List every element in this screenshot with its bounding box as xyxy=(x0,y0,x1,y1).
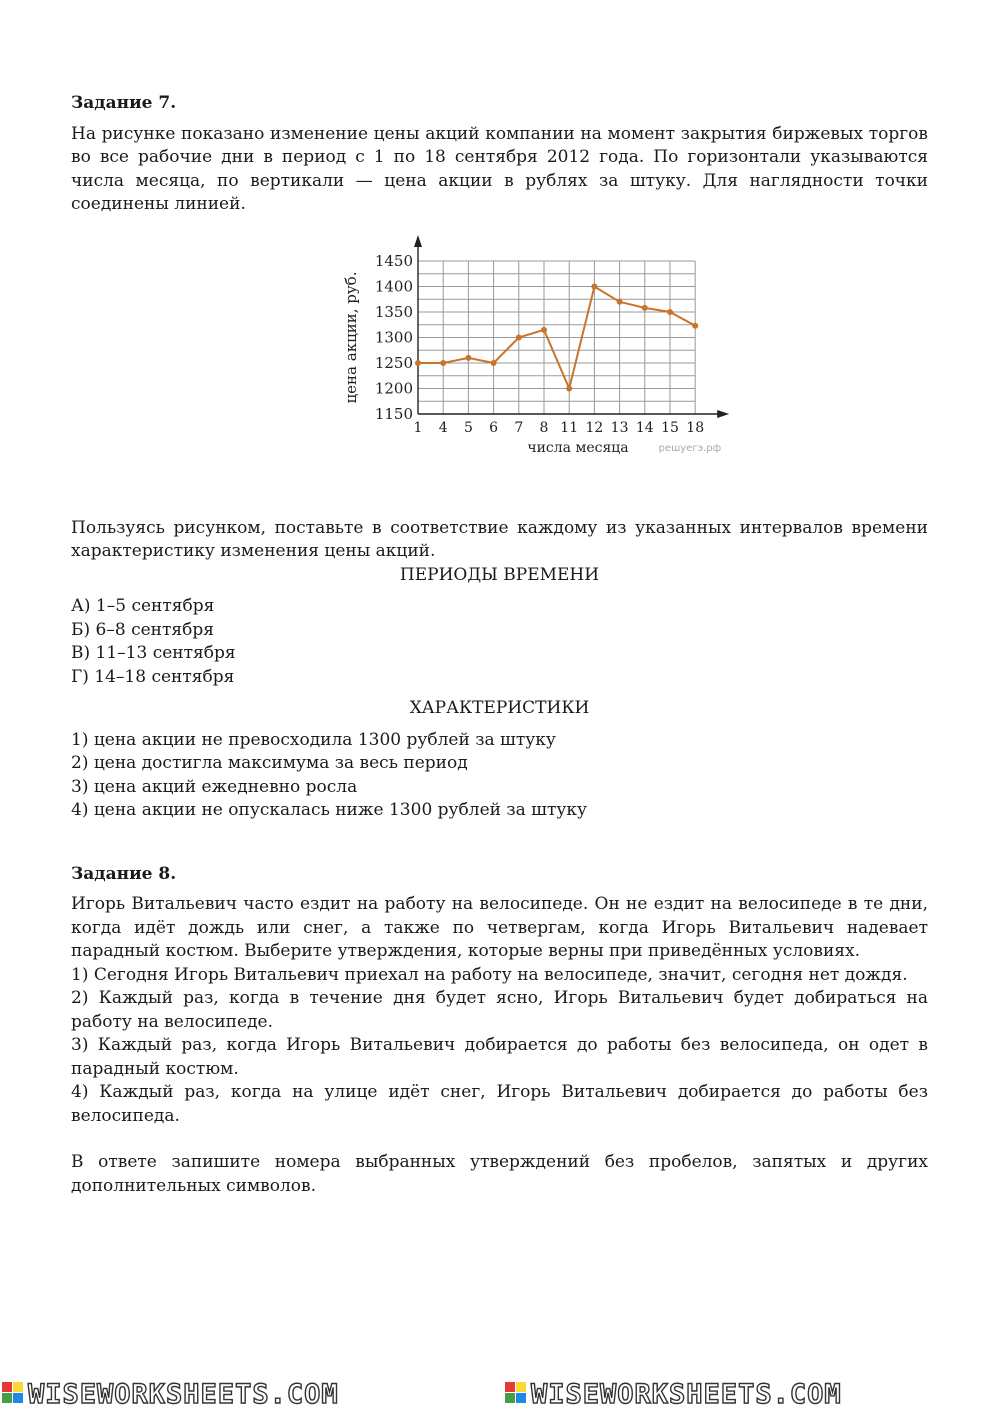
y-axis-label: цена акции, руб. xyxy=(342,271,360,403)
x-tick-label: 13 xyxy=(610,419,629,436)
brand-text: WISEWORKSHEETS.COM xyxy=(28,1379,339,1410)
data-point xyxy=(415,360,421,366)
x-tick-label: 12 xyxy=(585,419,604,436)
logo-blocks-icon xyxy=(2,1382,23,1403)
y-tick-label: 1400 xyxy=(374,277,413,295)
x-tick-label: 4 xyxy=(438,419,448,436)
data-point xyxy=(541,326,547,332)
stock-price-chart xyxy=(71,231,928,479)
x-tick-label: 8 xyxy=(539,419,549,436)
x-tick-label: 7 xyxy=(514,419,524,436)
task7-intro: На рисунке показано изменение цены акций компании на момент закрытия биржевых торгов во все рабочие дни в период с 1 по 18 сентября 2012 года. По горизонтали указываются числа месяца, по вертикали — цена акции в рублях за штуку. Для наглядности точки соединены линией. xyxy=(71,123,928,214)
x-axis-arrow xyxy=(717,410,729,418)
data-point xyxy=(667,309,673,315)
task8-statement: 4) Каждый раз, когда на улице идёт снег, Игорь Витальевич добирается до работы без велосипеда. xyxy=(71,1082,928,1126)
task8-section xyxy=(71,863,928,1199)
y-tick-label: 1250 xyxy=(374,353,413,372)
x-tick-label: 6 xyxy=(489,419,499,436)
characteristic-item: 3) цена акций ежедневно росла xyxy=(71,776,358,797)
y-tick-label: 1300 xyxy=(374,328,413,346)
data-point xyxy=(692,322,698,328)
footer-logo xyxy=(0,1374,1000,1413)
periods-header: ПЕРИОДЫ ВРЕМЕНИ xyxy=(399,564,600,585)
period-item: Г) 14–18 сентября xyxy=(71,666,235,687)
x-axis-label: числа месяца xyxy=(527,439,629,456)
task8-statement: 2) Каждый раз, когда в течение дня будет ясно, Игорь Витальевич будет добираться на работу на велосипеде. xyxy=(71,988,928,1032)
data-point xyxy=(440,360,446,366)
x-tick-label: 18 xyxy=(686,419,705,436)
x-tick-label: 5 xyxy=(463,419,473,436)
period-item: В) 11–13 сентября xyxy=(71,643,236,663)
characteristics-list xyxy=(71,729,928,823)
task8-intro: Игорь Витальевич часто ездит на работу на велосипеде. Он не ездит на велосипеде в те дни, когда идёт дождь или снег, а также по четвергам, когда Игорь Витальевич надевает парадный костюм. Выберите утверждения, которые верны при приведённых условиях. xyxy=(71,894,928,961)
task8-answer-note: В ответе запишите номера выбранных утверждений без пробелов, запятых и других дополнительных символов. xyxy=(71,1152,928,1196)
task7-instruction: Пользуясь рисунком, поставьте в соответствие каждому из указанных интервалов времени характеристику изменения цены акций. xyxy=(71,517,928,561)
data-point xyxy=(617,298,623,304)
y-tick-label: 1150 xyxy=(374,404,413,423)
characteristic-item: 1) цена акции не превосходила 1300 рублей за штуку xyxy=(71,729,556,750)
period-item: Б) 6–8 сентября xyxy=(71,619,214,640)
characteristics-header: ХАРАКТЕРИСТИКИ xyxy=(409,698,590,718)
y-tick-label: 1350 xyxy=(374,302,413,321)
data-point xyxy=(465,354,471,360)
y-tick-label: 1450 xyxy=(374,251,413,270)
task7-title: Задание 7. xyxy=(71,93,177,113)
characteristic-item: 2) цена достигла максимума за весь период xyxy=(71,753,468,773)
footer-banner xyxy=(0,1374,1000,1413)
task8-statement: 3) Каждый раз, когда Игорь Витальевич добирается до работы без велосипеда, он одет в парадный костюм. xyxy=(71,1035,928,1079)
x-tick-label: 15 xyxy=(661,419,679,436)
stock-price-chart-container xyxy=(71,231,928,479)
data-point xyxy=(642,304,648,310)
logo-blocks-icon xyxy=(505,1382,526,1403)
task8-title: Задание 8. xyxy=(71,863,177,884)
worksheet-page xyxy=(71,92,928,1198)
x-tick-label: 11 xyxy=(560,419,579,436)
data-point xyxy=(591,283,597,289)
data-point xyxy=(566,385,572,391)
periods-list xyxy=(71,595,928,689)
data-point xyxy=(516,334,522,340)
x-tick-label: 1 xyxy=(413,419,423,436)
watermark: решуегэ.рф xyxy=(658,442,722,454)
period-item: А) 1–5 сентября xyxy=(71,596,215,616)
task8-statement: 1) Сегодня Игорь Витальевич приехал на работу на велосипеде, значит, сегодня нет дождя. xyxy=(71,964,908,985)
y-tick-label: 1200 xyxy=(374,379,413,397)
brand-text: WISEWORKSHEETS.COM xyxy=(531,1379,842,1410)
y-axis-arrow xyxy=(414,235,422,247)
data-point xyxy=(491,360,497,366)
x-tick-label: 14 xyxy=(635,419,654,436)
characteristic-item: 4) цена акции не опускалась ниже 1300 рублей за штуку xyxy=(71,800,588,820)
